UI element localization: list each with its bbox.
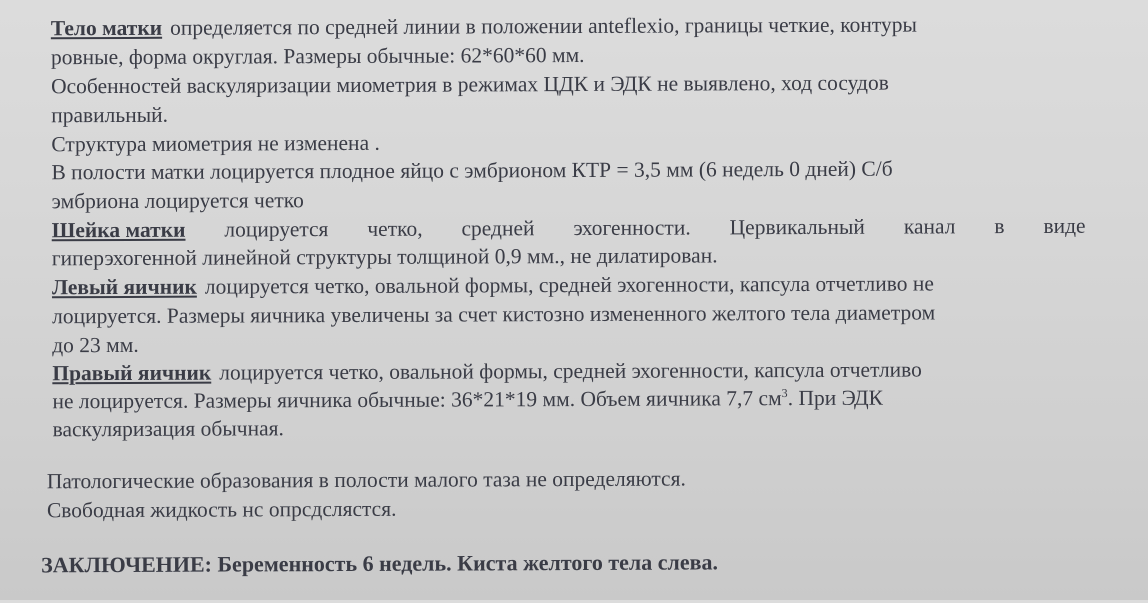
uterus-body-line-2: ровные, форма округлая. Размеры обычные: 62*60*60 мм.	[50, 42, 585, 70]
right-ovary-line-1	[52, 356, 922, 386]
left-ovary-text-1: лоцируется четко, овальной формы, средней эхогенности, капсула отчетливо не	[204, 271, 934, 299]
cavity-line-1: В полости матки лоцируется плодное яйцо с эмбрионом КТР = 3,5 мм (6 недель 0 дней) С/б	[51, 156, 893, 185]
myometrium-line-3: Структура миометрия не изменена .	[51, 130, 380, 157]
left-ovary-line-1	[52, 270, 934, 300]
cervix-word: эхогенности.	[573, 215, 691, 241]
cubic-superscript: 3	[781, 385, 788, 400]
left-ovary-line-2: лоцируется. Размеры яичника увеличены за счет кистозно измененного желтого тела диаметром	[52, 300, 936, 329]
cervix-word: четко,	[367, 216, 423, 241]
pelvis-line-2: Свободная жидкость нс опрсдслястся.	[46, 496, 397, 523]
cervix-word: виде	[1043, 213, 1086, 238]
right-ovary-line-2	[52, 385, 883, 415]
cervix-label: Шейка матки	[51, 217, 186, 243]
cervix-word: Цервикальный	[729, 214, 865, 240]
cervix-line-1	[52, 213, 1086, 244]
myometrium-line-2: правильный.	[51, 102, 169, 128]
cervix-word: лоцируется	[224, 217, 329, 242]
right-ovary-label: Правый яичник	[52, 360, 212, 386]
myometrium-line-1: Особенностей васкуляризации миометрия в режимах ЦДК и ЭДК не выявлено, ход сосудов	[51, 70, 889, 99]
right-ovary-text-1: лоцируется четко, овальной формы, средней эхогенности, капсула отчетливо	[219, 357, 922, 385]
cavity-line-2: эмбриона лоцируется четко	[51, 188, 304, 214]
cervix-word: средней	[461, 216, 535, 241]
right-ovary-text-2a: не лоцируется. Размеры яичника обычные: 36*21*19 мм. Объем яичника 7,7 см	[52, 386, 782, 414]
uterus-body-text-1: определяется по средней линии в положении anteflexio, границы четкие, контуры	[170, 12, 917, 40]
pelvis-line-1: Патологические образования в полости малого таза не определяются.	[46, 466, 686, 494]
cervix-line-2: гиперэхогенной линейной структуры толщиной 0,9 мм., не дилатирован.	[51, 243, 718, 271]
cervix-word: канал	[903, 214, 956, 239]
uterus-body-line-1	[51, 12, 917, 42]
right-ovary-text-2b: . При ЭДК	[787, 385, 884, 411]
cervix-word: в	[994, 214, 1005, 239]
right-ovary-line-3: васкуляризация обычная.	[52, 416, 284, 442]
conclusion: ЗАКЛЮЧЕНИЕ: Беременность 6 недель. Киста желтого тела слева.	[41, 549, 719, 578]
left-ovary-label: Левый яичник	[51, 274, 197, 300]
uterus-body-label: Тело матки	[50, 15, 163, 41]
left-ovary-line-3: до 23 мм.	[52, 332, 139, 358]
